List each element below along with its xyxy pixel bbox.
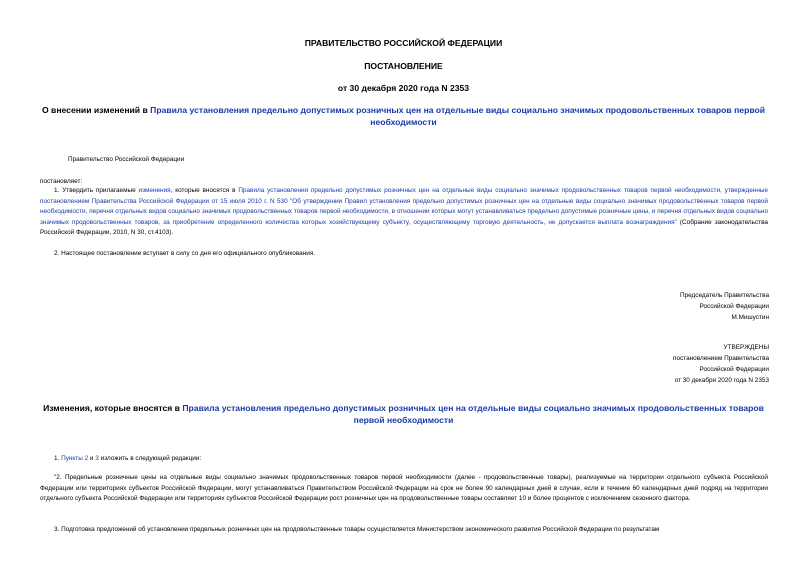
- signature-block: [509, 290, 769, 323]
- change-1-text-a: 1.: [54, 455, 62, 462]
- approved-country: Российской Федерации: [699, 366, 769, 373]
- issuer-text: Правительство Российской Федерации: [68, 156, 185, 163]
- changes-title: [40, 402, 767, 426]
- item-1-text-a: 1. Утвердить прилагаемые: [54, 187, 139, 194]
- approved-block: [509, 342, 769, 386]
- document-title-prefix: О внесении изменений в: [41, 105, 151, 115]
- change-1-text-c: изложить в следующей редакции:: [98, 455, 202, 462]
- decides-text: постановляет:: [40, 178, 83, 185]
- item-1-rules-link[interactable]: Правила установления предельно допустимых розничных цен на отдельные виды социально значимых продовольственных товаров первой необходимости, утвержденные постановлением Правительства Российской Федерации от 15 июля 2010 г. N 530 "Об утверждении Правил установления предельно допустимых розничных цен на отдельные виды социально значимых продовольственных товаров первой необходимости, перечня отдельных видов социально значимых продовольственных товаров первой необходимости, в отношении которых могут устанавливаться предельно допустимые розничные цены, и перечня отдельных видов социально значимых продовольственных товаров, за приобретение определенного количества которых хозяйствующему субъекту, осуществляющему торговую деятельность, не допускается выплата вознаграждения": [40, 187, 768, 226]
- signature-position: Председатель Правительства: [680, 292, 769, 299]
- item-1-paragraph: [40, 186, 768, 239]
- document-title: [40, 104, 767, 128]
- approved-by: постановлением Правительства: [673, 355, 769, 362]
- document-type: ПОСТАНОВЛЕНИЕ: [364, 61, 443, 71]
- document-date-number: от 30 декабря 2020 года N 2353: [337, 83, 470, 93]
- changes-title-link[interactable]: Правила установления предельно допустимых розничных цен на отдельные виды социально значимых продовольственных товаров первой необходимости: [182, 403, 764, 425]
- change-1-point-2-link[interactable]: Пункты 2: [61, 455, 89, 462]
- government-name: ПРАВИТЕЛЬСТВО РОССИЙСКОЙ ФЕДЕРАЦИИ: [304, 38, 503, 48]
- change-1-paragraph: [54, 454, 201, 465]
- quoted-point-3: 3. Подготовка предложений об установлении предельных розничных цен на продовольственные товары осуществляется Министерством экономического развития Российской Федерации по результатам: [54, 526, 660, 533]
- change-1-text-b: и: [88, 455, 96, 462]
- quoted-point-2: "2. Предельные розничные цены на отдельные виды социально значимых продовольственных товаров первой необходимости (далее - продовольственные товары), реализуемые на территории отдельного субъекта Российской Федерации или территориях субъектов Российской Федерации, могут устанавливаться Правительством Российской Федерации на срок не более 90 календарных дней в случае, если в течение 60 календарных дней подряд на территории отдельного субъекта Российской Федерации или территориях субъектов Российской Федерации рост розничных цен на продовольственные товары составляет 10 и более процентов с исключением сезонного фактора.: [40, 474, 768, 503]
- signature-country: Российской Федерации: [699, 303, 769, 310]
- item-1-text-c: (Собрание законодательства Российской Федерации, 2010, N 30, ст.4103).: [40, 218, 768, 237]
- document-title-link[interactable]: Правила установления предельно допустимых розничных цен на отдельные виды социально значимых продовольственных товаров первой необходимости: [150, 105, 766, 127]
- item-1-changes-link[interactable]: изменения: [138, 187, 171, 194]
- change-1-point-3-link[interactable]: 3: [95, 455, 99, 462]
- approved-date: от 30 декабря 2020 года N 2353: [674, 377, 769, 384]
- item-1-text-b: , которые вносятся в: [170, 187, 239, 194]
- changes-title-prefix: Изменения, которые вносятся в: [43, 403, 183, 413]
- signature-name: М.Мишустин: [731, 314, 769, 321]
- item-2-paragraph: 2. Настоящее постановление вступает в силу со дня его официального опубликования.: [54, 250, 316, 257]
- approved-label: УТВЕРЖДЕНЫ: [723, 344, 769, 351]
